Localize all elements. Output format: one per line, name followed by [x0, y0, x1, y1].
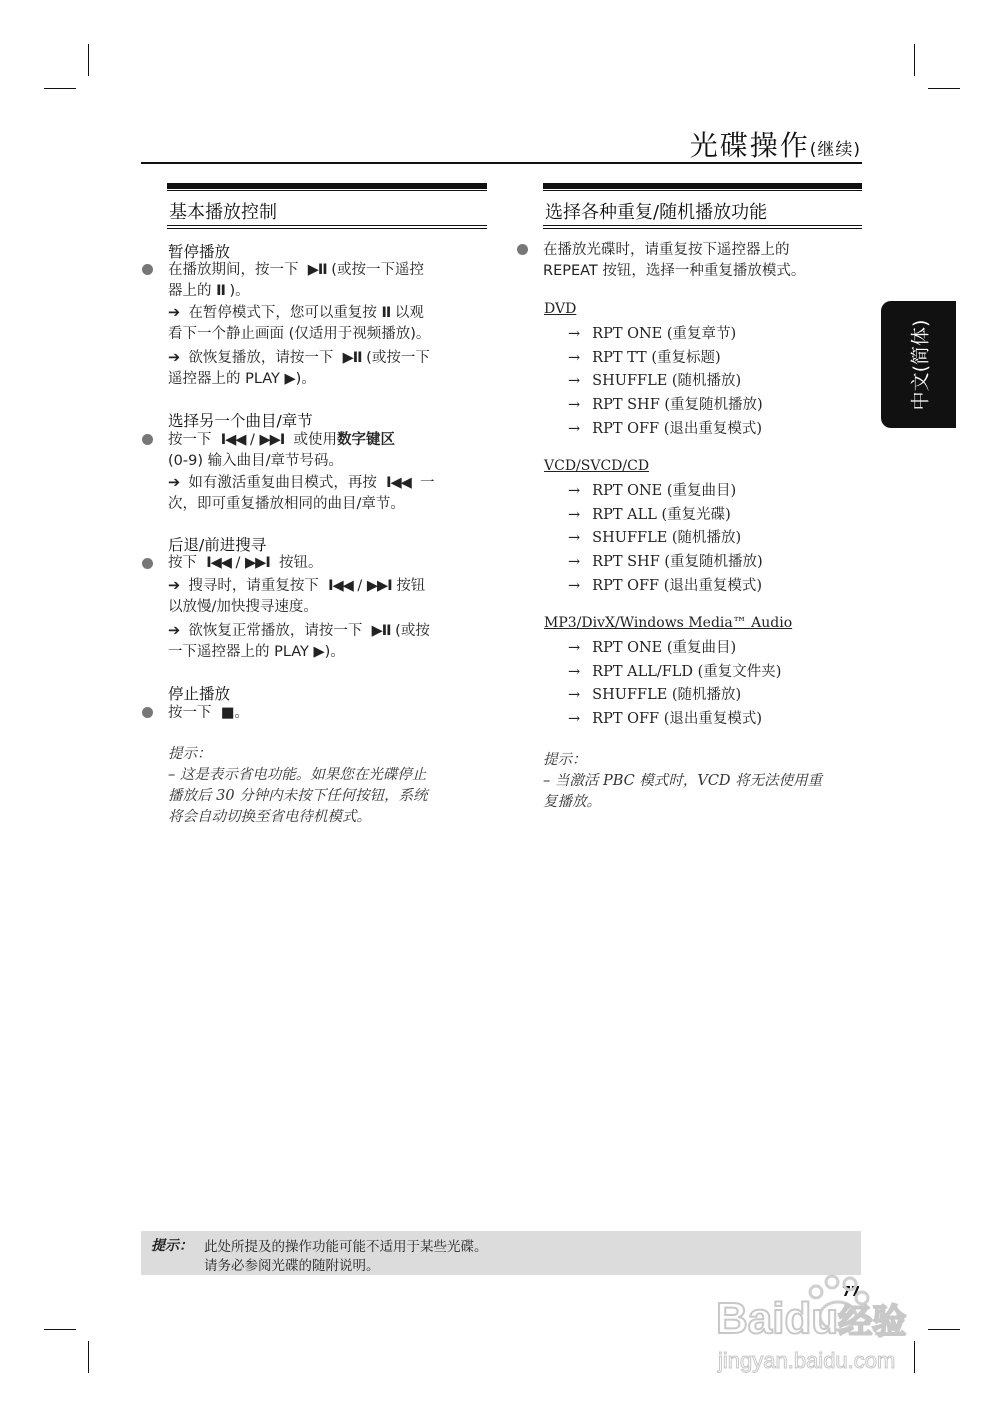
pause-heading: 暂停播放 [168, 243, 231, 261]
select-track-note [168, 473, 488, 515]
arrow-icon: ➔ [168, 623, 180, 639]
play-pause-icon: ▶II [342, 350, 362, 366]
next-icon: ▶▶I [366, 578, 392, 594]
arrow-icon: ➔ [168, 305, 180, 321]
bullet-icon [142, 558, 153, 569]
vcd-label: VCD/SVCD/CD [544, 458, 650, 474]
text: REPEAT 按钮，选择一种重复播放模式。 [543, 263, 806, 279]
arrow-icon: ➔ [168, 350, 180, 366]
text: Baidu [716, 1294, 839, 1343]
bullet-icon [142, 707, 153, 718]
page-number: 77 [842, 1285, 861, 1300]
repeat-mode-label: SHUFFLE (随机播放) [592, 687, 742, 704]
arrow-icon: → [568, 687, 581, 704]
text: 按钮 [396, 578, 426, 594]
repeat-mode-item [568, 503, 731, 524]
crop-mark [88, 44, 89, 76]
play-pause-icon: ▶II [307, 262, 327, 278]
section-header-repeat-modes [543, 183, 862, 229]
stop-instruction [168, 703, 488, 724]
baidu-watermark [712, 1268, 952, 1388]
header-line [167, 228, 487, 229]
repeat-intro [543, 240, 863, 282]
text: 或使用 [293, 432, 337, 448]
play-pause-icon: ▶II [371, 623, 391, 639]
repeat-mode-label: RPT ALL (重复光碟) [592, 506, 731, 523]
arrow-icon: → [568, 373, 581, 390]
text: 欲恢复播放，请按一下 [188, 350, 334, 366]
repeat-mode-label: RPT ONE (重复曲目) [592, 640, 737, 656]
text: (或按一下遥控 [331, 262, 424, 278]
tip-line: – 当激活 PBC 模式时，VCD 将无法使用重 [543, 773, 823, 789]
search-heading: 后退/前进搜寻 [168, 536, 267, 554]
header-bar [167, 183, 487, 189]
previous-icon: I◀◀ [328, 578, 353, 594]
repeat-mode-label: SHUFFLE (随机播放) [592, 373, 742, 390]
repeat-mode-item [568, 526, 741, 547]
text: 一下遥控器上的 PLAY ▶)。 [168, 644, 345, 660]
repeat-mode-item [568, 322, 736, 343]
text: 经验 [838, 1303, 907, 1341]
text: 次，即可重复播放相同的曲目/章节。 [168, 496, 405, 512]
section-title: 基本播放控制 [169, 202, 277, 223]
repeat-mode-label: RPT ONE (重复曲目) [592, 483, 737, 499]
arrow-icon: → [568, 420, 581, 437]
right-tip [543, 750, 873, 813]
text: (或按 [395, 623, 430, 639]
next-icon: ▶▶I [259, 432, 285, 448]
pause-icon: II [381, 305, 391, 321]
repeat-mode-item [568, 683, 741, 704]
text: 欲恢复正常播放，请按一下 [188, 623, 363, 639]
section-header-basic-playback [167, 183, 487, 229]
text: 以观 [394, 305, 424, 321]
text: 一 [420, 475, 435, 491]
repeat-mode-label: SHUFFLE (随机播放) [592, 530, 742, 547]
arrow-icon: → [568, 483, 581, 499]
text: (或按一下 [366, 350, 430, 366]
text: 如有激活重复曲目模式，再按 [188, 475, 377, 491]
text: 按下 [168, 555, 197, 571]
repeat-mode-label: RPT SHF (重复随机播放) [592, 554, 763, 571]
repeat-mode-item [568, 636, 736, 657]
pause-icon: II [216, 283, 225, 299]
crop-mark [88, 1341, 89, 1373]
left-tip [168, 744, 498, 828]
section-title: 选择各种重复/随机播放功能 [545, 202, 768, 223]
pause-note-2 [168, 348, 488, 390]
header-line [167, 225, 487, 226]
mp3-label: MP3/DivX/Windows Media™ Audio [544, 615, 793, 631]
arrow-icon: → [568, 577, 581, 594]
tip-line: – 这是表示省电功能。如果您在光碟停止 [168, 767, 427, 783]
repeat-mode-item [568, 707, 762, 728]
crop-mark [44, 1329, 76, 1330]
arrow-icon: ➔ [168, 475, 180, 491]
page-title-text: 光碟操作 [689, 129, 810, 162]
text: 按一下 [168, 432, 212, 448]
search-note-1: ➔ 搜寻时，请重复按下 I◀◀ / ▶▶I 按钮 以放慢/加快搜寻速度。 [168, 578, 426, 615]
arrow-icon: → [568, 554, 581, 571]
tip-label: 提示： [543, 752, 587, 768]
next-icon: ▶▶I [245, 555, 270, 571]
tip-label: 提示： [168, 746, 212, 762]
crop-mark [44, 88, 76, 89]
repeat-mode-item [568, 479, 736, 500]
search-note-2 [168, 621, 488, 663]
bullet-icon [142, 434, 153, 445]
text: )。 [229, 283, 250, 299]
search-instruction: 按下 I◀◀ / ▶▶I 按钮。 [168, 555, 323, 571]
dvd-label: DVD [544, 301, 577, 317]
pause-note-1 [168, 303, 488, 345]
pause-instruction [168, 260, 488, 302]
page-title [690, 124, 861, 164]
crop-mark [914, 44, 915, 76]
repeat-mode-label: RPT OFF (退出重复模式) [592, 711, 763, 728]
arrow-icon: → [568, 663, 581, 680]
text: 在暂停模式下，您可以重复按 [188, 305, 377, 321]
stop-icon: ■。 [220, 705, 249, 721]
tip-line: 播放后 30 分钟内未按下任何按钮，系统 [168, 788, 428, 804]
tip-line: 复播放。 [543, 794, 601, 810]
arrow-icon: → [568, 506, 581, 523]
repeat-mode-label: RPT SHF (重复随机播放) [592, 397, 763, 414]
text: 遥控器上的 PLAY ▶)。 [168, 371, 316, 387]
arrow-icon: ➔ [168, 578, 180, 594]
repeat-mode-label: RPT OFF (退出重复模式) [592, 420, 763, 437]
select-track-instruction: 按一下 I◀◀ / ▶▶I 或使用数字键区 (0-9) 输入曲目/章节号码。 [168, 432, 395, 469]
repeat-mode-label: RPT TT (重复标题) [592, 349, 721, 366]
arrow-icon: → [568, 326, 581, 342]
repeat-mode-item [568, 574, 762, 595]
bullet-icon [517, 244, 528, 255]
repeat-mode-item [568, 369, 741, 390]
repeat-mode-item [568, 346, 721, 367]
header-line [543, 228, 862, 229]
repeat-mode-item [568, 550, 763, 571]
header-line [543, 225, 862, 226]
arrow-icon: → [568, 640, 581, 656]
watermark-url: jingyan.baidu.com [718, 1348, 896, 1373]
text: 数字键区 [336, 432, 395, 448]
arrow-icon: → [568, 530, 581, 547]
previous-icon: I◀◀ [220, 432, 246, 448]
text: 器上的 [168, 283, 212, 299]
text: 看下一个静止画面 (仅适用于视频播放)。 [168, 326, 431, 342]
repeat-mode-item [568, 417, 762, 438]
text: 按钮。 [278, 555, 323, 571]
text: 搜寻时，请重复按下 [188, 578, 319, 594]
crop-mark [928, 88, 960, 89]
select-track-heading: 选择另一个曲目/章节 [168, 412, 313, 430]
footer-note-label: 提示： [151, 1238, 193, 1254]
arrow-icon: → [568, 711, 581, 728]
repeat-mode-label: RPT ONE (重复章节) [592, 326, 737, 342]
tip-line: 将会自动切换至省电待机模式。 [168, 809, 371, 825]
text: 在播放光碟时，请重复按下遥控器上的 [543, 242, 790, 258]
repeat-mode-label: RPT OFF (退出重复模式) [592, 577, 763, 594]
previous-icon: I◀◀ [206, 555, 231, 571]
text: 按一下 [168, 705, 212, 721]
text: (0-9) 输入曲目/章节号码。 [168, 453, 343, 469]
previous-icon: I◀◀ [386, 475, 411, 491]
stop-heading: 停止播放 [168, 685, 231, 703]
header-bar [543, 183, 862, 189]
text: 在播放期间，按一下 [168, 262, 299, 278]
footer-note-line: 请务必参阅光碟的随附说明。 [204, 1258, 380, 1274]
page-title-suffix: (继续) [809, 140, 861, 160]
bullet-icon [142, 264, 153, 275]
footer-note-line: 此处所提及的操作功能可能不适用于某些光碟。 [204, 1239, 488, 1255]
language-tab-label: 中文(简体) [909, 319, 931, 410]
watermark-brand [716, 1294, 906, 1344]
repeat-mode-item [568, 393, 763, 414]
text: 以放慢/加快搜寻速度。 [168, 599, 318, 615]
repeat-mode-label: RPT ALL/FLD (重复文件夹) [592, 663, 782, 680]
title-rule [141, 162, 862, 164]
repeat-mode-item [568, 660, 781, 681]
arrow-icon: → [568, 397, 581, 414]
language-tab [881, 301, 956, 428]
arrow-icon: → [568, 349, 581, 366]
